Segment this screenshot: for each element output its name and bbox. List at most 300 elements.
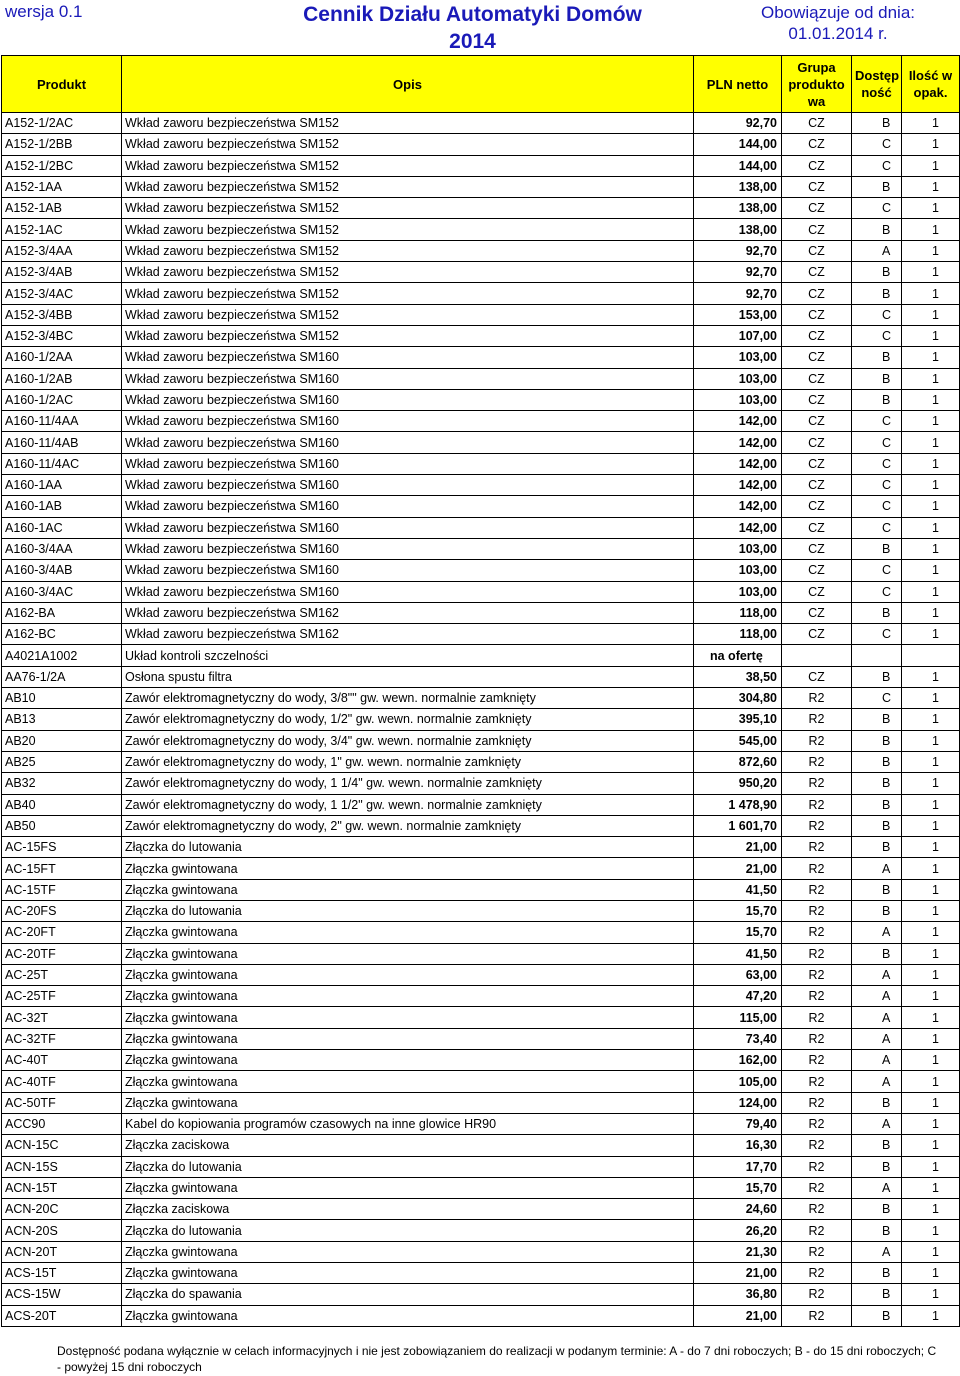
group-cell xyxy=(782,645,852,666)
qty-cell: 1 xyxy=(902,219,960,240)
group-cell: R2 xyxy=(782,773,852,794)
description-cell: Zawór elektromagnetyczny do wody, 3/4" gw. wewn. normalnie zamknięty xyxy=(122,730,694,751)
product-code-cell: A152-3/4BB xyxy=(2,304,122,325)
availability-cell: B xyxy=(852,794,902,815)
group-cell: R2 xyxy=(782,1177,852,1198)
qty-cell: 1 xyxy=(902,453,960,474)
price-cell: 107,00 xyxy=(694,325,782,346)
product-code-cell: ACC90 xyxy=(2,1113,122,1134)
product-code-cell: A152-3/4AC xyxy=(2,283,122,304)
price-cell: 26,20 xyxy=(694,1220,782,1241)
table-row xyxy=(2,517,960,538)
description-cell: Złączka do lutowania xyxy=(122,1156,694,1177)
availability-cell: B xyxy=(852,879,902,900)
table-row xyxy=(2,432,960,453)
description-cell: Złączka gwintowana xyxy=(122,879,694,900)
availability-cell: B xyxy=(852,837,902,858)
availability-cell: A xyxy=(852,240,902,261)
availability-cell: B xyxy=(852,602,902,623)
description-cell: Złączka do lutowania xyxy=(122,900,694,921)
qty-cell: 1 xyxy=(902,922,960,943)
table-row xyxy=(2,240,960,261)
group-cell: R2 xyxy=(782,922,852,943)
group-cell: CZ xyxy=(782,475,852,496)
availability-cell: A xyxy=(852,1177,902,1198)
product-code-cell: AB10 xyxy=(2,688,122,709)
product-code-cell: A152-3/4AA xyxy=(2,240,122,261)
availability-cell: A xyxy=(852,1028,902,1049)
availability-cell: B xyxy=(852,1135,902,1156)
availability-cell: B xyxy=(852,283,902,304)
group-cell: CZ xyxy=(782,624,852,645)
availability-cell: C xyxy=(852,496,902,517)
description-cell: Złączka gwintowana xyxy=(122,1028,694,1049)
table-row xyxy=(2,688,960,709)
group-cell: R2 xyxy=(782,943,852,964)
availability-cell: A xyxy=(852,986,902,1007)
price-cell: 41,50 xyxy=(694,879,782,900)
valid-from xyxy=(718,2,958,44)
price-cell: 1 601,70 xyxy=(694,815,782,836)
qty-cell: 1 xyxy=(902,1113,960,1134)
availability-cell: B xyxy=(852,815,902,836)
product-code-cell: ACN-15S xyxy=(2,1156,122,1177)
product-code-cell: A152-1AB xyxy=(2,198,122,219)
product-code-cell: ACS-15W xyxy=(2,1284,122,1305)
description-cell: Złączka do lutowania xyxy=(122,1220,694,1241)
table-row xyxy=(2,283,960,304)
table-row xyxy=(2,347,960,368)
table-row xyxy=(2,496,960,517)
product-code-cell: AC-20FT xyxy=(2,922,122,943)
price-table xyxy=(1,55,960,1327)
product-code-cell: AB20 xyxy=(2,730,122,751)
availability-cell: B xyxy=(852,773,902,794)
table-row xyxy=(2,1007,960,1028)
availability-cell: A xyxy=(852,1241,902,1262)
price-cell: 21,00 xyxy=(694,837,782,858)
price-cell: 73,40 xyxy=(694,1028,782,1049)
table-row xyxy=(2,709,960,730)
product-code-cell: ACN-20T xyxy=(2,1241,122,1262)
table-row xyxy=(2,368,960,389)
group-cell: R2 xyxy=(782,688,852,709)
availability-cell: C xyxy=(852,581,902,602)
qty-cell: 1 xyxy=(902,155,960,176)
group-cell: CZ xyxy=(782,113,852,134)
description-cell: Wkład zaworu bezpieczeństwa SM160 xyxy=(122,560,694,581)
description-cell: Złączka gwintowana xyxy=(122,1177,694,1198)
group-cell: R2 xyxy=(782,1135,852,1156)
group-cell: R2 xyxy=(782,730,852,751)
description-cell: Złączka gwintowana xyxy=(122,922,694,943)
product-code-cell: ACS-15T xyxy=(2,1263,122,1284)
description-cell: Złączka gwintowana xyxy=(122,943,694,964)
group-cell: CZ xyxy=(782,155,852,176)
description-cell: Wkład zaworu bezpieczeństwa SM152 xyxy=(122,304,694,325)
product-code-cell: AB13 xyxy=(2,709,122,730)
description-cell: Osłona spustu filtra xyxy=(122,666,694,687)
availability-cell: C xyxy=(852,560,902,581)
description-cell: Układ kontroli szczelności xyxy=(122,645,694,666)
product-code-cell: AA76-1/2A xyxy=(2,666,122,687)
description-cell: Wkład zaworu bezpieczeństwa SM162 xyxy=(122,624,694,645)
price-cell: 103,00 xyxy=(694,538,782,559)
table-row xyxy=(2,1135,960,1156)
price-cell: 103,00 xyxy=(694,347,782,368)
description-cell: Złączka gwintowana xyxy=(122,1092,694,1113)
group-cell: R2 xyxy=(782,858,852,879)
qty-cell: 1 xyxy=(902,347,960,368)
qty-cell: 1 xyxy=(902,1135,960,1156)
availability-cell: B xyxy=(852,1284,902,1305)
product-code-cell: AC-40T xyxy=(2,1050,122,1071)
group-cell: R2 xyxy=(782,964,852,985)
price-cell: 142,00 xyxy=(694,453,782,474)
group-cell: R2 xyxy=(782,900,852,921)
product-code-cell: AC-32TF xyxy=(2,1028,122,1049)
price-cell: 38,50 xyxy=(694,666,782,687)
qty-cell: 1 xyxy=(902,879,960,900)
description-cell: Wkład zaworu bezpieczeństwa SM152 xyxy=(122,198,694,219)
table-row xyxy=(2,1220,960,1241)
price-cell: 395,10 xyxy=(694,709,782,730)
availability-cell xyxy=(852,645,902,666)
qty-cell: 1 xyxy=(902,986,960,1007)
description-cell: Wkład zaworu bezpieczeństwa SM160 xyxy=(122,581,694,602)
table-row xyxy=(2,900,960,921)
group-cell: R2 xyxy=(782,1050,852,1071)
availability-cell: B xyxy=(852,1092,902,1113)
table-row xyxy=(2,411,960,432)
group-cell: CZ xyxy=(782,240,852,261)
table-row xyxy=(2,176,960,197)
availability-cell: B xyxy=(852,943,902,964)
product-code-cell: ACN-15C xyxy=(2,1135,122,1156)
qty-cell: 1 xyxy=(902,794,960,815)
qty-cell: 1 xyxy=(902,1071,960,1092)
price-cell: 21,30 xyxy=(694,1241,782,1262)
table-row xyxy=(2,922,960,943)
qty-cell: 1 xyxy=(902,304,960,325)
availability-cell: A xyxy=(852,858,902,879)
price-cell: 142,00 xyxy=(694,517,782,538)
qty-cell: 1 xyxy=(902,325,960,346)
product-code-cell: AC-15TF xyxy=(2,879,122,900)
price-cell: 124,00 xyxy=(694,1092,782,1113)
availability-cell: B xyxy=(852,709,902,730)
product-code-cell: AC-32T xyxy=(2,1007,122,1028)
product-code-cell: A160-1/2AB xyxy=(2,368,122,389)
availability-footnote: Dostępność podana wyłącznie w celach informacyjnych i nie jest zobowiązaniem do realizacji w podanym terminie: A - do 7 dni roboczych; B - do 15 dni roboczych; C - powyżej 15 dni roboczych xyxy=(57,1344,937,1374)
price-cell: 92,70 xyxy=(694,240,782,261)
price-cell: 103,00 xyxy=(694,560,782,581)
qty-cell: 1 xyxy=(902,1092,960,1113)
table-row xyxy=(2,773,960,794)
qty-cell: 1 xyxy=(902,1284,960,1305)
qty-cell: 1 xyxy=(902,262,960,283)
product-code-cell: A4021A1002 xyxy=(2,645,122,666)
product-code-cell: A160-3/4AC xyxy=(2,581,122,602)
product-code-cell: A160-1AC xyxy=(2,517,122,538)
col-header-availability: Dostęp ność xyxy=(852,56,902,113)
group-cell: CZ xyxy=(782,496,852,517)
price-cell: 41,50 xyxy=(694,943,782,964)
price-cell: 118,00 xyxy=(694,624,782,645)
product-code-cell: AB25 xyxy=(2,751,122,772)
product-code-cell: A160-3/4AA xyxy=(2,538,122,559)
group-cell: CZ xyxy=(782,666,852,687)
col-header-group: Grupa produkto wa xyxy=(782,56,852,113)
product-code-cell: A160-11/4AB xyxy=(2,432,122,453)
table-row xyxy=(2,198,960,219)
group-cell: R2 xyxy=(782,1284,852,1305)
table-row xyxy=(2,1177,960,1198)
table-header-row xyxy=(2,56,960,113)
group-cell: CZ xyxy=(782,453,852,474)
group-cell: R2 xyxy=(782,1241,852,1262)
description-cell: Wkład zaworu bezpieczeństwa SM152 xyxy=(122,176,694,197)
description-cell: Złączka gwintowana xyxy=(122,1007,694,1028)
availability-cell: C xyxy=(852,198,902,219)
table-row xyxy=(2,1071,960,1092)
product-code-cell: AB32 xyxy=(2,773,122,794)
price-cell: 115,00 xyxy=(694,1007,782,1028)
qty-cell: 1 xyxy=(902,730,960,751)
product-code-cell: AB50 xyxy=(2,815,122,836)
description-cell: Złączka gwintowana xyxy=(122,858,694,879)
price-cell: 138,00 xyxy=(694,198,782,219)
availability-cell: C xyxy=(852,624,902,645)
product-code-cell: ACS-20T xyxy=(2,1305,122,1326)
price-cell: 92,70 xyxy=(694,113,782,134)
qty-cell: 1 xyxy=(902,560,960,581)
description-cell: Wkład zaworu bezpieczeństwa SM162 xyxy=(122,602,694,623)
availability-cell: C xyxy=(852,304,902,325)
description-cell: Wkład zaworu bezpieczeństwa SM160 xyxy=(122,538,694,559)
availability-cell: C xyxy=(852,411,902,432)
table-row xyxy=(2,1050,960,1071)
price-cell: 118,00 xyxy=(694,602,782,623)
group-cell: CZ xyxy=(782,517,852,538)
group-cell: CZ xyxy=(782,602,852,623)
availability-cell: C xyxy=(852,453,902,474)
price-cell: 144,00 xyxy=(694,155,782,176)
price-cell: 142,00 xyxy=(694,411,782,432)
group-cell: CZ xyxy=(782,262,852,283)
group-cell: R2 xyxy=(782,1007,852,1028)
product-code-cell: ACN-20S xyxy=(2,1220,122,1241)
group-cell: R2 xyxy=(782,709,852,730)
price-cell: 950,20 xyxy=(694,773,782,794)
group-cell: R2 xyxy=(782,751,852,772)
description-cell: Złączka gwintowana xyxy=(122,1071,694,1092)
group-cell: R2 xyxy=(782,986,852,1007)
description-cell: Wkład zaworu bezpieczeństwa SM152 xyxy=(122,219,694,240)
qty-cell: 1 xyxy=(902,943,960,964)
table-row xyxy=(2,794,960,815)
table-row xyxy=(2,1263,960,1284)
price-cell: 545,00 xyxy=(694,730,782,751)
availability-cell: B xyxy=(852,730,902,751)
col-header-description: Opis xyxy=(122,56,694,113)
product-code-cell: A152-1/2AC xyxy=(2,113,122,134)
description-cell: Zawór elektromagnetyczny do wody, 2" gw. wewn. normalnie zamknięty xyxy=(122,815,694,836)
price-cell: 15,70 xyxy=(694,1177,782,1198)
availability-cell: A xyxy=(852,964,902,985)
availability-cell: C xyxy=(852,517,902,538)
availability-cell: B xyxy=(852,389,902,410)
availability-cell: B xyxy=(852,751,902,772)
group-cell: R2 xyxy=(782,837,852,858)
availability-cell: B xyxy=(852,113,902,134)
table-row xyxy=(2,666,960,687)
table-row xyxy=(2,262,960,283)
product-code-cell: AC-40TF xyxy=(2,1071,122,1092)
qty-cell: 1 xyxy=(902,773,960,794)
price-cell: 304,80 xyxy=(694,688,782,709)
product-code-cell: A152-3/4AB xyxy=(2,262,122,283)
product-code-cell: AC-20TF xyxy=(2,943,122,964)
price-cell: 21,00 xyxy=(694,858,782,879)
qty-cell: 1 xyxy=(902,411,960,432)
group-cell: R2 xyxy=(782,1305,852,1326)
product-code-cell: A152-1AA xyxy=(2,176,122,197)
qty-cell: 1 xyxy=(902,1007,960,1028)
product-code-cell: A160-1AA xyxy=(2,475,122,496)
availability-cell: B xyxy=(852,900,902,921)
product-code-cell: ACN-15T xyxy=(2,1177,122,1198)
product-code-cell: A160-11/4AA xyxy=(2,411,122,432)
price-cell: 16,30 xyxy=(694,1135,782,1156)
description-cell: Wkład zaworu bezpieczeństwa SM160 xyxy=(122,389,694,410)
group-cell: CZ xyxy=(782,198,852,219)
group-cell: R2 xyxy=(782,1092,852,1113)
availability-cell: B xyxy=(852,1263,902,1284)
qty-cell: 1 xyxy=(902,751,960,772)
product-code-cell: A160-1/2AC xyxy=(2,389,122,410)
qty-cell: 1 xyxy=(902,1156,960,1177)
price-cell: 92,70 xyxy=(694,283,782,304)
page-header xyxy=(0,0,960,56)
description-cell: Złączka gwintowana xyxy=(122,1050,694,1071)
table-row xyxy=(2,986,960,1007)
description-cell: Złączka gwintowana xyxy=(122,1241,694,1262)
qty-cell: 1 xyxy=(902,858,960,879)
page-title: Cennik Działu Automatyki Domów 2014 xyxy=(303,3,642,53)
availability-cell: A xyxy=(852,1071,902,1092)
qty-cell: 1 xyxy=(902,602,960,623)
table-row xyxy=(2,155,960,176)
product-code-cell: A162-BA xyxy=(2,602,122,623)
group-cell: CZ xyxy=(782,283,852,304)
availability-cell: C xyxy=(852,475,902,496)
description-cell: Złączka gwintowana xyxy=(122,1305,694,1326)
table-row xyxy=(2,602,960,623)
availability-cell: A xyxy=(852,1007,902,1028)
description-cell: Wkład zaworu bezpieczeństwa SM152 xyxy=(122,325,694,346)
description-cell: Wkład zaworu bezpieczeństwa SM152 xyxy=(122,262,694,283)
price-cell: 92,70 xyxy=(694,262,782,283)
availability-cell: C xyxy=(852,325,902,346)
description-cell: Wkład zaworu bezpieczeństwa SM152 xyxy=(122,240,694,261)
group-cell: R2 xyxy=(782,1263,852,1284)
description-cell: Wkład zaworu bezpieczeństwa SM160 xyxy=(122,411,694,432)
price-cell: 872,60 xyxy=(694,751,782,772)
table-row xyxy=(2,560,960,581)
product-code-cell: A160-11/4AC xyxy=(2,453,122,474)
product-code-cell: A160-1AB xyxy=(2,496,122,517)
availability-cell: C xyxy=(852,432,902,453)
group-cell: CZ xyxy=(782,538,852,559)
product-code-cell: A162-BC xyxy=(2,624,122,645)
group-cell: CZ xyxy=(782,432,852,453)
col-header-qty: Ilość w opak. xyxy=(902,56,960,113)
group-cell: R2 xyxy=(782,1199,852,1220)
table-row xyxy=(2,1113,960,1134)
qty-cell: 1 xyxy=(902,964,960,985)
table-row xyxy=(2,624,960,645)
availability-cell: B xyxy=(852,262,902,283)
availability-cell: A xyxy=(852,1050,902,1071)
description-cell: Złączka zaciskowa xyxy=(122,1199,694,1220)
group-cell: R2 xyxy=(782,815,852,836)
description-cell: Wkład zaworu bezpieczeństwa SM152 xyxy=(122,113,694,134)
price-cell: 47,20 xyxy=(694,986,782,1007)
description-cell: Zawór elektromagnetyczny do wody, 3/8"" gw. wewn. normalnie zamknięty xyxy=(122,688,694,709)
description-cell: Zawór elektromagnetyczny do wody, 1" gw. wewn. normalnie zamknięty xyxy=(122,751,694,772)
description-cell: Wkład zaworu bezpieczeństwa SM160 xyxy=(122,347,694,368)
table-row xyxy=(2,1284,960,1305)
qty-cell: 1 xyxy=(902,688,960,709)
qty-cell: 1 xyxy=(902,198,960,219)
table-row xyxy=(2,1092,960,1113)
table-row xyxy=(2,858,960,879)
price-cell: 162,00 xyxy=(694,1050,782,1071)
product-code-cell: A152-1/2BB xyxy=(2,134,122,155)
description-cell: Wkład zaworu bezpieczeństwa SM152 xyxy=(122,155,694,176)
table-row xyxy=(2,879,960,900)
table-row xyxy=(2,1199,960,1220)
price-cell: 36,80 xyxy=(694,1284,782,1305)
availability-cell: B xyxy=(852,1220,902,1241)
group-cell: CZ xyxy=(782,368,852,389)
group-cell: R2 xyxy=(782,1220,852,1241)
table-body xyxy=(2,113,960,1327)
qty-cell: 1 xyxy=(902,1028,960,1049)
group-cell: CZ xyxy=(782,347,852,368)
description-cell: Zawór elektromagnetyczny do wody, 1 1/2" gw. wewn. normalnie zamknięty xyxy=(122,794,694,815)
group-cell: R2 xyxy=(782,1156,852,1177)
availability-cell: B xyxy=(852,219,902,240)
table-row xyxy=(2,751,960,772)
table-row xyxy=(2,730,960,751)
qty-cell: 1 xyxy=(902,666,960,687)
description-cell: Złączka zaciskowa xyxy=(122,1135,694,1156)
availability-cell: B xyxy=(852,1199,902,1220)
product-code-cell: AC-50TF xyxy=(2,1092,122,1113)
table-row xyxy=(2,1156,960,1177)
qty-cell: 1 xyxy=(902,900,960,921)
product-code-cell: A152-3/4BC xyxy=(2,325,122,346)
qty-cell: 1 xyxy=(902,624,960,645)
qty-cell: 1 xyxy=(902,1050,960,1071)
table-row xyxy=(2,304,960,325)
group-cell: CZ xyxy=(782,389,852,410)
availability-cell: B xyxy=(852,347,902,368)
group-cell: CZ xyxy=(782,581,852,602)
table-row xyxy=(2,134,960,155)
